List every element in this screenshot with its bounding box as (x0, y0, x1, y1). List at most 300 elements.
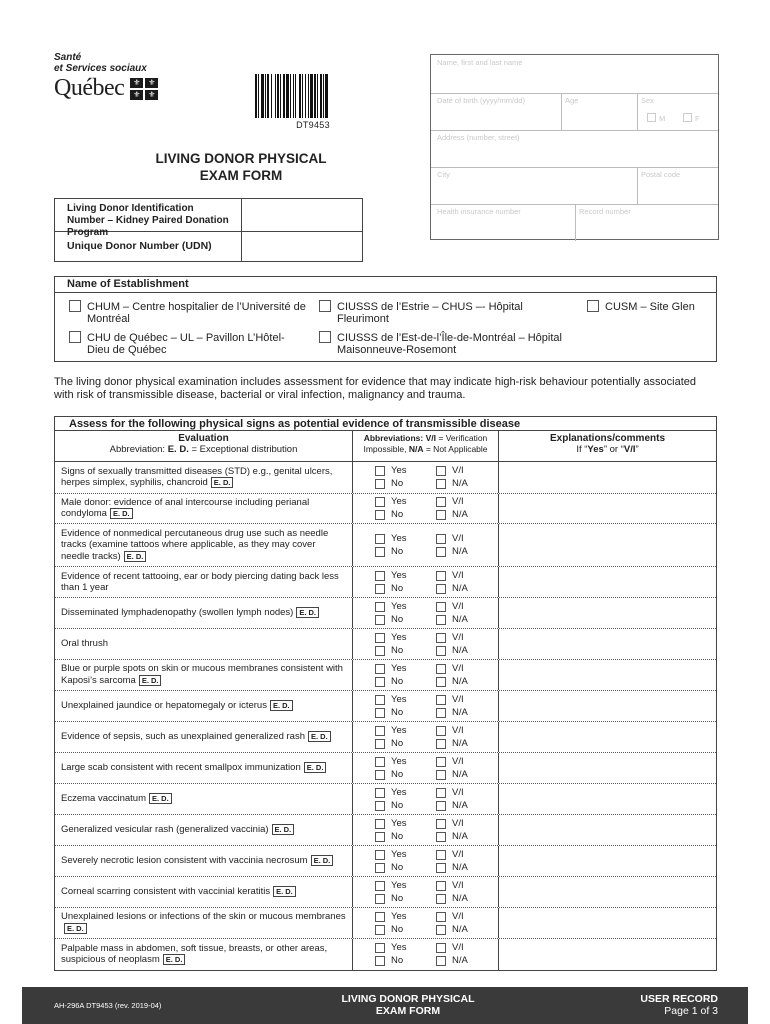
yes-option[interactable] (375, 911, 407, 922)
vi-option[interactable] (436, 496, 464, 507)
age-label: Age (565, 96, 579, 105)
yes-label: Yes (391, 880, 407, 891)
establishment-option-chum[interactable]: CHUM – Centre hospitalier de l’Université de Montréal (87, 301, 307, 325)
establishment-option-ciusss-estrie[interactable]: CIUSSS de l’Estrie – CHUS –- Hôpital Fleurimont (337, 301, 577, 325)
assessment-table (54, 416, 717, 971)
no-option[interactable] (375, 769, 403, 780)
comments-field[interactable] (499, 462, 716, 493)
yes-label: Yes (391, 570, 407, 581)
vi-checkbox[interactable] (436, 664, 446, 674)
no-label: No (391, 546, 404, 557)
no-option[interactable] (375, 676, 403, 687)
yes-option[interactable] (375, 694, 407, 705)
sex-m-checkbox[interactable] (647, 113, 656, 122)
no-label: No (391, 831, 404, 842)
no-option[interactable] (375, 707, 403, 718)
checkbox-ciusss-estrie[interactable] (319, 300, 331, 312)
ed-tag: E. D. (272, 824, 295, 835)
vi-option[interactable] (436, 787, 464, 798)
na-checkbox[interactable] (436, 832, 446, 842)
form-title-line2: EXAM FORM (199, 168, 283, 183)
na-label: N/A (452, 614, 468, 625)
yes-checkbox[interactable] (375, 757, 385, 767)
checkbox-chum[interactable] (69, 300, 81, 312)
page-footer (22, 987, 748, 1024)
answer-cell (353, 691, 499, 721)
no-checkbox[interactable] (375, 770, 385, 780)
no-checkbox[interactable] (375, 956, 385, 966)
na-checkbox[interactable] (436, 739, 446, 749)
yes-option[interactable] (375, 632, 407, 643)
vi-checkbox[interactable] (436, 850, 446, 860)
vi-label: V/I (452, 496, 464, 507)
evaluation-cell (55, 660, 353, 690)
record-number-label: Record number (579, 207, 631, 216)
no-option[interactable] (375, 800, 403, 811)
yes-checkbox[interactable] (375, 943, 385, 953)
na-option[interactable] (436, 862, 468, 873)
yes-label: Yes (391, 465, 407, 476)
na-label: N/A (452, 645, 468, 656)
patient-name-label: Name, first and last name (437, 58, 523, 67)
patient-info-box (430, 54, 719, 240)
no-label: No (391, 738, 404, 749)
quebec-logo (54, 52, 214, 102)
evaluation-cell (55, 629, 353, 659)
vi-checkbox[interactable] (436, 819, 446, 829)
no-label: No (391, 676, 404, 687)
na-checkbox[interactable] (436, 646, 446, 656)
no-label: No (391, 800, 404, 811)
establishment-option-cusm[interactable]: CUSM – Site Glen (605, 301, 715, 313)
na-checkbox[interactable] (436, 510, 446, 520)
vi-checkbox[interactable] (436, 534, 446, 544)
ed-tag: E. D. (296, 607, 319, 618)
form-code: AH-296A DT9453 (rev. 2019-04) (54, 1001, 162, 1010)
yes-checkbox[interactable] (375, 466, 385, 476)
na-label: N/A (452, 955, 468, 966)
no-checkbox[interactable] (375, 510, 385, 520)
evaluation-text: Severely necrotic lesion consistent with vaccinia necrosum (61, 855, 308, 867)
yes-label: Yes (391, 725, 407, 736)
vi-option[interactable] (436, 465, 464, 476)
no-label: No (391, 769, 404, 780)
na-checkbox[interactable] (436, 894, 446, 904)
establishment-option-ciusss-est[interactable]: CIUSSS de l’Est-de-l’Île-de-Montréal – Hôpital Maisonneuve-Rosemont (337, 332, 607, 356)
logo-quebec-wordmark: Québec (54, 75, 125, 101)
comments-field[interactable] (499, 753, 716, 783)
vi-option[interactable] (436, 694, 464, 705)
ed-tag: E. D. (163, 954, 186, 965)
no-option[interactable] (375, 583, 403, 594)
vi-label: V/I (452, 663, 464, 674)
na-label: N/A (452, 800, 468, 811)
table-row (55, 877, 716, 908)
na-label: N/A (452, 546, 468, 557)
barcode (254, 74, 372, 118)
footer-record (640, 993, 718, 1017)
evaluation-cell (55, 784, 353, 814)
no-label: No (391, 509, 404, 520)
na-checkbox[interactable] (436, 770, 446, 780)
evaluation-cell (55, 815, 353, 845)
vi-label: V/I (452, 725, 464, 736)
fleur-de-lis-flag-icon: ⚜ ⚜ ⚜ ⚜ (130, 78, 158, 100)
vi-checkbox[interactable] (436, 788, 446, 798)
comments-field[interactable] (499, 494, 716, 523)
evaluation-cell (55, 877, 353, 907)
na-option[interactable] (436, 478, 468, 489)
assessment-heading: Assess for the following physical signs as potential evidence of transmissible disease (55, 417, 716, 431)
no-label: No (391, 862, 404, 873)
vi-option[interactable] (436, 632, 464, 643)
no-checkbox[interactable] (375, 479, 385, 489)
evaluation-header: Evaluation Abbreviation: E. D. = Exceptional distribution (55, 431, 353, 461)
comments-field[interactable] (499, 598, 716, 628)
table-row (55, 691, 716, 722)
comments-field[interactable] (499, 567, 716, 597)
ed-tag: E. D. (211, 477, 234, 488)
comments-field[interactable] (499, 877, 716, 907)
yes-option[interactable] (375, 818, 407, 829)
vi-option[interactable] (436, 756, 464, 767)
yes-label: Yes (391, 632, 407, 643)
vi-checkbox[interactable] (436, 881, 446, 891)
comments-field[interactable] (499, 784, 716, 814)
intro-paragraph: The living donor physical examination includes assessment for evidence that may indicate high-risk behaviour potentially associated with risk of transmissible disease, bacterial or viral infection, malignancy and trauma. (54, 376, 697, 401)
na-label: N/A (452, 831, 468, 842)
answer-cell (353, 722, 499, 752)
table-row (55, 598, 716, 629)
answer-cell (353, 815, 499, 845)
table-row (55, 660, 716, 691)
yes-label: Yes (391, 694, 407, 705)
yes-label: Yes (391, 911, 407, 922)
establishment-option-chu-quebec[interactable]: CHU de Québec – UL – Pavillon L’Hôtel-Dieu de Québec (87, 332, 307, 356)
barcode-number: DT9453 (296, 120, 330, 130)
na-option[interactable] (436, 893, 468, 904)
na-checkbox[interactable] (436, 708, 446, 718)
evaluation-cell (55, 567, 353, 597)
na-checkbox[interactable] (436, 677, 446, 687)
evaluation-text: Large scab consistent with recent smallpox immunization (61, 762, 301, 774)
no-option[interactable] (375, 546, 403, 557)
no-option[interactable] (375, 862, 403, 873)
na-label: N/A (452, 676, 468, 687)
no-option[interactable] (375, 831, 403, 842)
yes-option[interactable] (375, 756, 407, 767)
na-label: N/A (452, 893, 468, 904)
establishment-section (54, 276, 717, 362)
table-row (55, 462, 716, 494)
na-option[interactable] (436, 645, 468, 656)
no-label: No (391, 478, 404, 489)
yes-checkbox[interactable] (375, 571, 385, 581)
vi-checkbox[interactable] (436, 571, 446, 581)
answer-cell (353, 629, 499, 659)
yes-option[interactable] (375, 465, 407, 476)
no-checkbox[interactable] (375, 708, 385, 718)
table-row (55, 629, 716, 660)
evaluation-text: Unexplained lesions or infections of the skin or mucous membranes (61, 911, 346, 923)
yes-checkbox[interactable] (375, 726, 385, 736)
ed-tag: E. D. (311, 855, 334, 866)
yes-checkbox[interactable] (375, 912, 385, 922)
na-checkbox[interactable] (436, 863, 446, 873)
vi-option[interactable] (436, 911, 464, 922)
comments-field[interactable] (499, 939, 716, 970)
vi-label: V/I (452, 601, 464, 612)
vi-checkbox[interactable] (436, 633, 446, 643)
evaluation-cell (55, 846, 353, 876)
table-row (55, 753, 716, 784)
na-option[interactable] (436, 676, 468, 687)
na-checkbox[interactable] (436, 956, 446, 966)
vi-checkbox[interactable] (436, 943, 446, 953)
evaluation-cell (55, 722, 353, 752)
vi-label: V/I (452, 849, 464, 860)
udn-field[interactable] (242, 232, 362, 261)
evaluation-text: Unexplained jaundice or hepatomegaly or icterus (61, 700, 267, 712)
evaluation-text: Corneal scarring consistent with vaccinial keratitis (61, 886, 271, 898)
vi-label: V/I (452, 694, 464, 705)
no-option[interactable] (375, 478, 403, 489)
na-option[interactable] (436, 800, 468, 811)
na-checkbox[interactable] (436, 801, 446, 811)
vi-option[interactable] (436, 880, 464, 891)
no-option[interactable] (375, 955, 403, 966)
yes-checkbox[interactable] (375, 819, 385, 829)
sex-m-label: M (659, 114, 666, 123)
no-checkbox[interactable] (375, 677, 385, 687)
no-option[interactable] (375, 738, 403, 749)
no-checkbox[interactable] (375, 584, 385, 594)
no-option[interactable] (375, 893, 403, 904)
na-checkbox[interactable] (436, 925, 446, 935)
evaluation-cell (55, 939, 353, 970)
table-row (55, 815, 716, 846)
comments-field[interactable] (499, 815, 716, 845)
na-option[interactable] (436, 924, 468, 935)
vi-label: V/I (452, 911, 464, 922)
yes-checkbox[interactable] (375, 497, 385, 507)
sex-f-label: F (695, 114, 700, 123)
comments-field[interactable] (499, 722, 716, 752)
evaluation-cell (55, 691, 353, 721)
yes-checkbox[interactable] (375, 633, 385, 643)
yes-label: Yes (391, 818, 407, 829)
sex-label: Sex (641, 96, 654, 105)
na-option[interactable] (436, 614, 468, 625)
ed-tag: E. D. (304, 762, 327, 773)
na-option[interactable] (436, 955, 468, 966)
yes-option[interactable] (375, 570, 407, 581)
yes-option[interactable] (375, 942, 407, 953)
no-checkbox[interactable] (375, 801, 385, 811)
comments-field[interactable] (499, 629, 716, 659)
vi-label: V/I (452, 570, 464, 581)
yes-option[interactable] (375, 601, 407, 612)
evaluation-text: Disseminated lymphadenopathy (swollen lymph nodes) (61, 607, 294, 619)
no-checkbox[interactable] (375, 894, 385, 904)
yes-checkbox[interactable] (375, 788, 385, 798)
comments-field[interactable] (499, 660, 716, 690)
yes-option[interactable] (375, 496, 407, 507)
na-checkbox[interactable] (436, 584, 446, 594)
form-title (110, 150, 372, 184)
no-checkbox[interactable] (375, 615, 385, 625)
yes-label: Yes (391, 849, 407, 860)
vi-checkbox[interactable] (436, 602, 446, 612)
vi-label: V/I (452, 632, 464, 643)
comments-field[interactable] (499, 691, 716, 721)
checkbox-cusm[interactable] (587, 300, 599, 312)
vi-checkbox[interactable] (436, 466, 446, 476)
answer-cell (353, 939, 499, 970)
table-row (55, 846, 716, 877)
ed-tag: E. D. (273, 886, 296, 897)
evaluation-cell (55, 524, 353, 566)
living-donor-id-field[interactable] (242, 199, 362, 231)
no-option[interactable] (375, 645, 403, 656)
footer-title: LIVING DONOR PHYSICAL EXAM FORM (341, 993, 475, 1017)
comments-field[interactable] (499, 524, 716, 566)
yes-checkbox[interactable] (375, 664, 385, 674)
yes-checkbox[interactable] (375, 602, 385, 612)
answer-cell (353, 567, 499, 597)
dob-label: Date of birth (yyyy/mm/dd) (437, 96, 525, 105)
no-checkbox[interactable] (375, 863, 385, 873)
ed-tag: E. D. (149, 793, 172, 804)
checkbox-chu-quebec[interactable] (69, 331, 81, 343)
na-label: N/A (452, 478, 468, 489)
yes-option[interactable] (375, 849, 407, 860)
ed-tag: E. D. (270, 700, 293, 711)
evaluation-cell (55, 598, 353, 628)
na-option[interactable] (436, 831, 468, 842)
vi-checkbox[interactable] (436, 912, 446, 922)
vi-option[interactable] (436, 818, 464, 829)
na-option[interactable] (436, 707, 468, 718)
evaluation-text: Generalized vesicular rash (generalized vaccinia) (61, 824, 269, 836)
yes-option[interactable] (375, 663, 407, 674)
ed-tag: E. D. (124, 551, 147, 562)
no-label: No (391, 583, 404, 594)
evaluation-text: Evidence of recent tattooing, ear or body piercing dating back less than 1 year (61, 570, 339, 593)
answer-cell (353, 494, 499, 523)
evaluation-cell (55, 753, 353, 783)
yes-option[interactable] (375, 880, 407, 891)
no-option[interactable] (375, 614, 403, 625)
no-label: No (391, 614, 404, 625)
vi-option[interactable] (436, 533, 464, 544)
vi-option[interactable] (436, 663, 464, 674)
table-row (55, 524, 716, 567)
vi-checkbox[interactable] (436, 757, 446, 767)
na-option[interactable] (436, 583, 468, 594)
na-label: N/A (452, 924, 468, 935)
donor-id-table (54, 198, 363, 262)
ed-tag: E. D. (139, 675, 162, 686)
na-label: N/A (452, 509, 468, 520)
answer-cell (353, 846, 499, 876)
yes-label: Yes (391, 942, 407, 953)
vi-checkbox[interactable] (436, 726, 446, 736)
vi-option[interactable] (436, 601, 464, 612)
table-row (55, 908, 716, 939)
no-checkbox[interactable] (375, 646, 385, 656)
vi-label: V/I (452, 880, 464, 891)
na-checkbox[interactable] (436, 615, 446, 625)
no-option[interactable] (375, 509, 403, 520)
checkbox-ciusss-est[interactable] (319, 331, 331, 343)
logo-ministry-line1: Santé (54, 52, 82, 63)
evaluation-text: Oral thrush (61, 638, 108, 650)
na-label: N/A (452, 707, 468, 718)
sex-f-checkbox[interactable] (683, 113, 692, 122)
na-checkbox[interactable] (436, 479, 446, 489)
no-label: No (391, 893, 404, 904)
na-checkbox[interactable] (436, 547, 446, 557)
answer-cell (353, 462, 499, 493)
evaluation-cell (55, 908, 353, 938)
yes-label: Yes (391, 756, 407, 767)
comments-field[interactable] (499, 908, 716, 938)
vi-option[interactable] (436, 570, 464, 581)
na-option[interactable] (436, 769, 468, 780)
vi-label: V/I (452, 818, 464, 829)
answer-cell (353, 877, 499, 907)
vi-label: V/I (452, 756, 464, 767)
no-checkbox[interactable] (375, 832, 385, 842)
table-row (55, 494, 716, 524)
vi-option[interactable] (436, 942, 464, 953)
vi-checkbox[interactable] (436, 497, 446, 507)
yes-option[interactable] (375, 725, 407, 736)
yes-checkbox[interactable] (375, 850, 385, 860)
table-row (55, 722, 716, 753)
answer-cell (353, 784, 499, 814)
yes-checkbox[interactable] (375, 534, 385, 544)
no-checkbox[interactable] (375, 739, 385, 749)
no-option[interactable] (375, 924, 403, 935)
vi-checkbox[interactable] (436, 695, 446, 705)
logo-ministry-line2: et Services sociaux (54, 63, 147, 74)
evaluation-cell (55, 462, 353, 493)
page-number: Page 1 of 3 (664, 1005, 718, 1017)
na-option[interactable] (436, 546, 468, 557)
yes-option[interactable] (375, 533, 407, 544)
no-checkbox[interactable] (375, 925, 385, 935)
comments-field[interactable] (499, 846, 716, 876)
vi-label: V/I (452, 533, 464, 544)
yes-checkbox[interactable] (375, 881, 385, 891)
vi-option[interactable] (436, 725, 464, 736)
na-option[interactable] (436, 509, 468, 520)
comments-header: Explanations/comments If “Yes” or “V/I” (549, 433, 666, 455)
yes-checkbox[interactable] (375, 695, 385, 705)
vi-option[interactable] (436, 849, 464, 860)
vi-label: V/I (452, 942, 464, 953)
ed-tag: E. D. (64, 923, 87, 934)
evaluation-cell (55, 494, 353, 523)
evaluation-text: Blue or purple spots on skin or mucous membranes consistent with Kaposi’s sarcoma (61, 663, 343, 686)
no-checkbox[interactable] (375, 547, 385, 557)
yes-label: Yes (391, 533, 407, 544)
na-option[interactable] (436, 738, 468, 749)
yes-option[interactable] (375, 787, 407, 798)
vi-label: V/I (452, 465, 464, 476)
